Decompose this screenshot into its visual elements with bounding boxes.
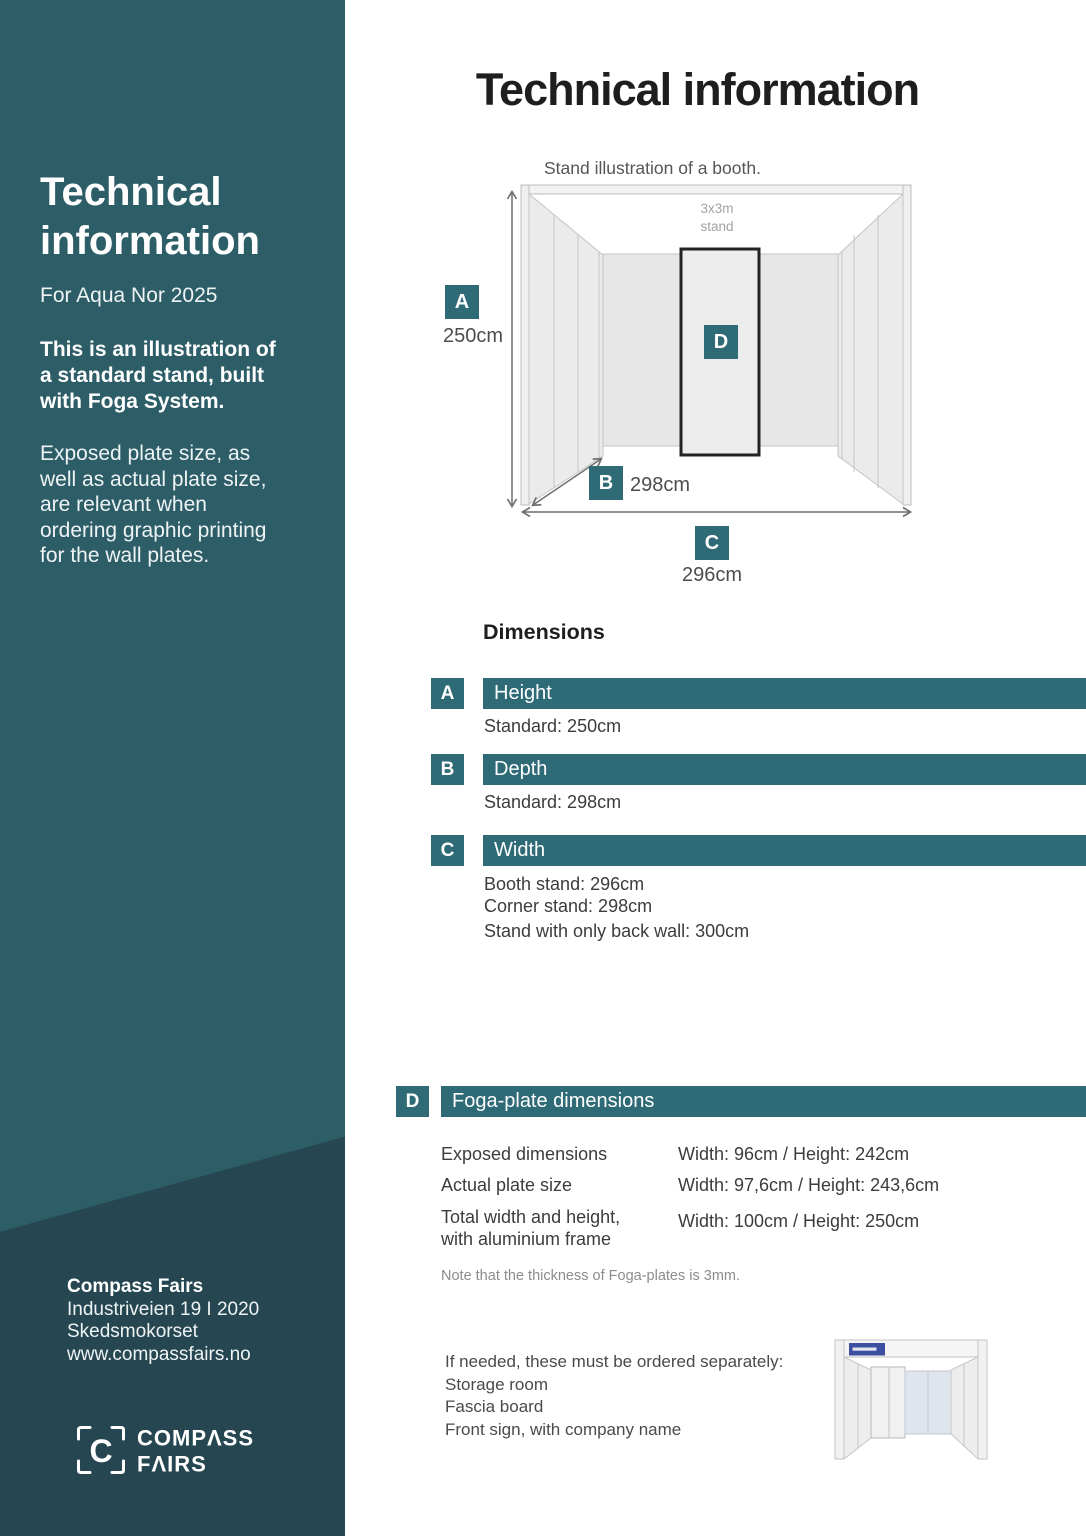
ordered-separately-block xyxy=(445,1351,783,1441)
svg-text:D: D xyxy=(713,331,729,353)
storage-room-wall xyxy=(871,1367,905,1438)
dimension-value: Standard: 250cm xyxy=(484,716,622,736)
mini-back-wall xyxy=(905,1371,951,1434)
badge-b xyxy=(589,466,623,500)
badge-a xyxy=(445,285,479,319)
page-title: Technical information xyxy=(475,64,920,115)
depth-value: 298cm xyxy=(630,474,691,496)
mini-right-post xyxy=(978,1340,987,1459)
row-bar-height: Height xyxy=(483,678,1086,709)
foga-row-value: Width: 97,6cm / Height: 243,6cm xyxy=(678,1175,940,1195)
logo-word-compass: COMPΛSS xyxy=(137,1425,255,1451)
stand-size-label: 3x3m xyxy=(700,201,734,216)
foga-row-label: Actual plate size xyxy=(441,1175,573,1195)
ordered-item: Storage room xyxy=(445,1374,548,1394)
paragraph-line: for the wall plates. xyxy=(40,544,210,567)
row-badge-c: C xyxy=(431,835,464,866)
foga-note: Note that the thickness of Foga-plates is 3mm. xyxy=(441,1268,740,1284)
booth-left-post xyxy=(521,185,529,505)
mini-left-wall xyxy=(844,1357,871,1459)
mini-left-post xyxy=(835,1340,844,1459)
address-line: Industriveien 19 I 2020 xyxy=(67,1298,260,1320)
dimension-value: Stand with only back wall: 300cm xyxy=(484,921,750,941)
booth-photo-illustration xyxy=(833,1334,989,1466)
height-value: 250cm xyxy=(443,325,504,347)
row-badge-b: B xyxy=(431,754,464,785)
illustration-caption: Stand illustration of a booth. xyxy=(544,158,761,178)
paragraph-line: Exposed plate size, as xyxy=(40,442,251,465)
foga-row-label: Exposed dimensions xyxy=(441,1144,608,1164)
badge-d xyxy=(704,325,738,359)
ordered-item: Front sign, with company name xyxy=(445,1419,682,1439)
front-sign-text-placeholder xyxy=(853,1348,877,1351)
compass-fairs-logo xyxy=(75,1424,255,1478)
stand-size-label: stand xyxy=(700,219,734,234)
ordered-item: Fascia board xyxy=(445,1397,544,1416)
paragraph-line: ordering graphic printing xyxy=(40,518,267,542)
booth-illustration xyxy=(430,175,990,590)
dimension-value: Standard: 298cm xyxy=(484,792,622,812)
row-bar-foga: Foga-plate dimensions xyxy=(441,1086,1086,1117)
sidebar-heading xyxy=(40,168,260,266)
booth-top-beam xyxy=(521,185,911,194)
paragraph-line: are relevant when xyxy=(40,493,207,516)
address-line: Skedsmokorset xyxy=(67,1321,198,1342)
website-url: www.compassfairs.no xyxy=(67,1343,251,1365)
sidebar-body-paragraph xyxy=(40,441,266,569)
dimensions-heading: Dimensions xyxy=(483,620,605,644)
svg-text:B: B xyxy=(598,472,614,494)
row-badge-d: D xyxy=(396,1086,429,1117)
ordered-intro: If needed, these must be ordered separately: xyxy=(445,1352,784,1371)
company-name: Compass Fairs xyxy=(67,1276,204,1297)
foga-row-label: Total width and height, xyxy=(441,1207,621,1227)
mini-right-wall xyxy=(951,1357,978,1459)
row-bar-width: Width xyxy=(483,835,1086,866)
paragraph-line: This is an illustration of xyxy=(40,338,276,361)
paragraph-line: well as actual plate size, xyxy=(40,467,267,491)
sidebar-subheading: For Aqua Nor 2025 xyxy=(40,284,218,307)
sidebar-heading-line: information xyxy=(40,219,260,263)
paragraph-line: with Foga System. xyxy=(40,390,225,413)
dimension-value: Booth stand: 296cm xyxy=(484,874,645,894)
row-bar-depth: Depth xyxy=(483,754,1086,785)
paragraph-line: a standard stand, built xyxy=(40,364,265,387)
logo-letter: C xyxy=(89,1433,113,1469)
booth-right-wall xyxy=(838,194,903,504)
badge-c xyxy=(695,526,729,560)
svg-text:C: C xyxy=(704,532,720,554)
row-badge-a: A xyxy=(431,678,464,709)
sidebar-heading-line: Technical xyxy=(40,170,222,214)
foga-row-value: Width: 100cm / Height: 250cm xyxy=(678,1211,920,1231)
dimension-value: Corner stand: 298cm xyxy=(484,896,653,916)
booth-right-post xyxy=(903,185,911,505)
booth-left-wall xyxy=(529,194,603,504)
logo-word-fairs: FΛIRS xyxy=(137,1451,207,1477)
width-value: 296cm xyxy=(681,564,743,586)
sidebar xyxy=(0,0,345,1536)
sidebar-intro-paragraph xyxy=(40,337,276,415)
foga-row-label: with aluminium frame xyxy=(441,1229,612,1249)
foga-row-value: Width: 96cm / Height: 242cm xyxy=(678,1144,910,1164)
sidebar-footer-address xyxy=(67,1276,259,1366)
svg-text:A: A xyxy=(454,291,470,313)
